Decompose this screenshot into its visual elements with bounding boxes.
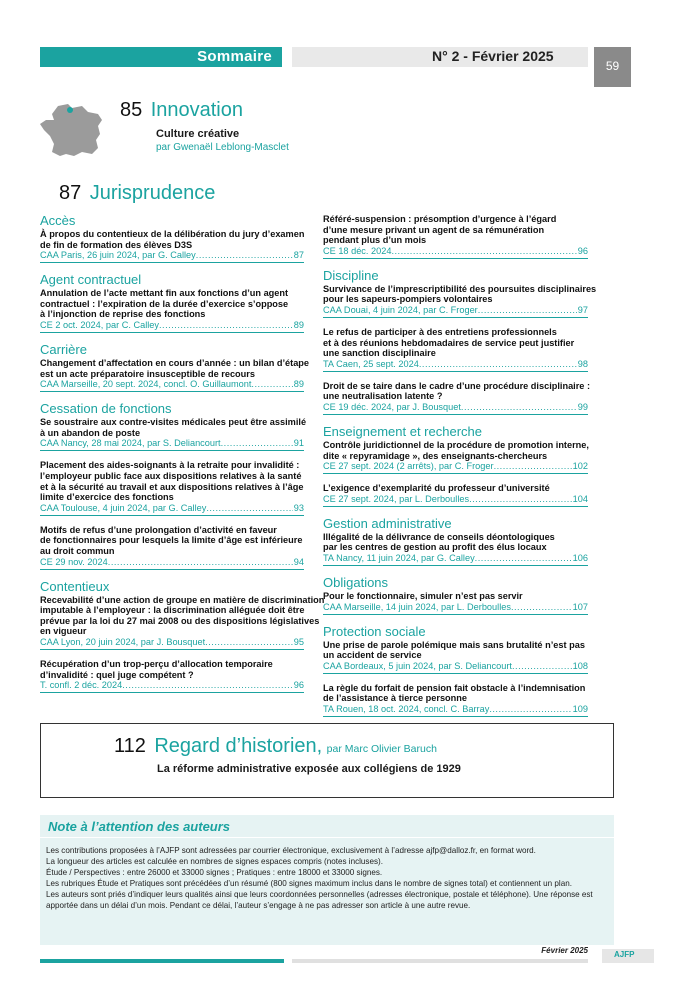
- entry-source: CE 19 déc. 2024, par J. Bousquet: [323, 402, 461, 412]
- entry-title-line: de fin de formation des élèves D3S: [40, 239, 193, 250]
- entry-source: CAA Bordeaux, 5 juin 2024, par S. Deliancourt: [323, 660, 512, 671]
- entry-title-line: de fonctionnaires pour lesquels la limite d’âge est inférieure: [40, 535, 303, 546]
- entry-title: [323, 440, 588, 461]
- entry-source: CE 27 sept. 2024 (2 arrêts), par C. Froger: [323, 461, 494, 472]
- note-line: Les contributions proposées à l’AJFP sont adressées par courrier électronique, exclusivement à l’adresse ajfp@dalloz.fr, en format word.: [46, 846, 536, 855]
- jurisprudence-page: 87: [59, 182, 82, 204]
- entry-source: CE 2 oct. 2024, par C. Calley: [40, 320, 159, 330]
- jurisprudence-heading: [59, 182, 215, 205]
- entry-source: CAA Toulouse, 4 juin 2024, par G. Calley: [40, 502, 207, 513]
- innovation-title: Innovation: [150, 99, 243, 121]
- entry-source: CAA Nancy, 28 mai 2024, par S. Deliancourt: [40, 438, 221, 449]
- note-line: Les auteurs sont priés d’indiquer leurs qualités ainsi que leurs coordonnées personnelles (adresses électronique, postale et téléphone). Une réponse est: [46, 890, 593, 899]
- footer-accent-bar: [40, 959, 284, 963]
- note-line: La longueur des articles est calculée en nombres de signes espaces compris (notes incluses).: [46, 857, 383, 866]
- regard-title: Regard d’historien,: [154, 735, 323, 757]
- entry-title-line: pour les sapeurs-pompiers volontaires: [323, 294, 493, 305]
- leader-dots: [108, 557, 293, 568]
- entry-source-link[interactable]: [40, 503, 304, 516]
- entry-title-line: pendant plus d’un mois: [323, 235, 427, 246]
- entry-page: 95: [293, 637, 304, 647]
- entry-source: CAA Douai, 4 juin 2024, par C. Froger: [323, 305, 478, 315]
- entry-title-line: Placement des aides-soignants à la retraite pour invalidité :: [40, 460, 300, 471]
- entry-title-line: limite d’exercice des fonctions: [40, 492, 174, 503]
- regard-page: 112: [114, 735, 146, 757]
- issue-banner: [292, 47, 588, 67]
- leader-dots: [475, 553, 572, 564]
- entry-title: [323, 214, 588, 246]
- leader-dots: [159, 320, 293, 331]
- leader-dots: [251, 379, 292, 390]
- note-line: Les rubriques Étude et Pratiques sont précédées d’un résumé (800 signes maximum inclus dans le nombre de signes total) et contiennent un plan.: [46, 879, 572, 888]
- leader-dots: [469, 494, 572, 505]
- entry-page: 87: [293, 250, 304, 261]
- entry-source: CAA Marseille, 20 sept. 2024, concl. O. Guillaumont: [40, 379, 252, 390]
- entry-source: TA Nancy, 11 juin 2024, par G. Calley: [323, 553, 475, 563]
- entry-title: [323, 380, 591, 402]
- entry-title: [323, 327, 588, 359]
- entry-title-line: Droit de se taire dans le cadre d’une procédure disciplinaire :: [323, 380, 591, 391]
- footer-date: Février 2025: [541, 946, 588, 955]
- entry-source: TA Caen, 25 sept. 2024: [323, 358, 419, 369]
- leader-dots: [511, 602, 572, 613]
- leader-dots: [206, 503, 292, 514]
- entry-title-line: une neutralisation latente ?: [323, 391, 443, 402]
- entry-title-line: Illégalité de la délivrance de conseils déontologiques: [323, 531, 555, 542]
- entry-title-line: en vigueur: [40, 626, 87, 637]
- entry-page: 96: [577, 245, 588, 256]
- innovation-page: 85: [120, 99, 143, 121]
- entry-page: 89: [293, 320, 304, 330]
- entry-source-link[interactable]: [323, 402, 588, 415]
- section-heading: Cessation de fonctions: [40, 401, 172, 417]
- innovation-subtitle: Culture créative: [156, 128, 240, 140]
- entry-page: 106: [572, 553, 588, 563]
- entry-title-line: contractuel : l’expiration de la durée d’exercice s’oppose: [40, 298, 289, 309]
- entry-title-line: L’exigence d’exemplarité du professeur d’université: [323, 483, 550, 494]
- leader-dots: [461, 402, 577, 413]
- entry-page: 108: [572, 660, 588, 671]
- entry-page: 89: [293, 379, 304, 390]
- footer-grey-bar: [292, 959, 588, 963]
- section-heading: Gestion administrative: [323, 515, 452, 531]
- entry-source-link[interactable]: [40, 637, 304, 650]
- entry-page: 96: [293, 680, 304, 691]
- entry-title-line: est un acte préparatoire insusceptible de recours: [40, 368, 255, 379]
- entry-title: [323, 591, 588, 602]
- entry-title-line: de l’assistance à tierce personne: [323, 693, 468, 704]
- regard-box: [40, 723, 614, 798]
- leader-dots: [196, 250, 293, 261]
- entry-title-line: Survivance de l’imprescriptibilité des poursuites disciplinaires: [323, 283, 597, 294]
- issue-label: N° 2 - Février 2025: [432, 48, 554, 64]
- section-heading: Protection sociale: [323, 623, 426, 639]
- regard-subtitle: La réforme administrative exposée aux collégiens de 1929: [157, 763, 461, 775]
- entry-page: 98: [577, 358, 588, 369]
- regard-author: par Marc Olivier Baruch: [326, 743, 437, 755]
- section-heading: Discipline: [323, 267, 379, 283]
- entry-source: CE 27 sept. 2024, par L. Derboulles: [323, 493, 470, 504]
- entry-title: [40, 594, 325, 637]
- entry-title-line: un accident de service: [323, 650, 422, 661]
- regard-heading: [114, 735, 437, 758]
- entry-title-line: Annulation de l’acte mettant fin aux fonctions d’un agent: [40, 288, 289, 299]
- footer-journal-label: AJFP: [614, 950, 635, 959]
- entry-title: [40, 460, 304, 502]
- entry-source-link[interactable]: [40, 379, 304, 392]
- entry-source-link[interactable]: [323, 704, 588, 717]
- entry-title-line: À propos du contentieux de la délibération du jury d’examen: [40, 229, 305, 239]
- entry-title-line: Référé-suspension : présomption d’urgence à l’égard: [323, 214, 557, 224]
- entry-source-link[interactable]: [323, 553, 588, 566]
- entry-title-line: à l’injonction de reprise des fonctions: [40, 309, 206, 320]
- entry-source-link[interactable]: [323, 246, 588, 259]
- leader-dots: [419, 359, 577, 370]
- section-heading: Agent contractuel: [40, 272, 142, 288]
- entry-title: [40, 659, 304, 680]
- author-note: [40, 815, 614, 945]
- entry-title-line: d’une mesure privant un agent de sa rémunération: [323, 224, 545, 235]
- entry-source-link[interactable]: [323, 305, 588, 318]
- entry-source-link[interactable]: [40, 250, 304, 263]
- entry-page: 93: [293, 502, 304, 513]
- leader-dots: [391, 246, 576, 257]
- entry-title-line: et à la sécurité au travail et aux dispositions relatives à l’âge: [40, 481, 304, 492]
- entry-title-line: Recevabilité d’une action de groupe en matière de discrimination: [40, 594, 325, 605]
- entry-source-link[interactable]: [323, 359, 588, 372]
- entry-title: [40, 358, 310, 379]
- entry-title-line: Pour le fonctionnaire, simuler n’est pas servir: [323, 591, 523, 601]
- entry-title: [40, 417, 307, 438]
- entry-page: 107: [572, 601, 588, 612]
- footer-journal: [602, 949, 654, 963]
- entry-title-line: prévue par la loi du 27 mai 2008 ou des dispositions législatives: [40, 615, 320, 626]
- entry-title-line: La règle du forfait de pension fait obstacle à l’indemnisation: [323, 682, 586, 693]
- section-heading: Enseignement et recherche: [323, 424, 482, 439]
- entry-title: [323, 532, 588, 553]
- entry-page: 91: [293, 438, 304, 449]
- entry-title-line: Récupération d’un trop-perçu d’allocation temporaire: [40, 659, 273, 669]
- entry-title-line: au droit commun: [40, 545, 115, 556]
- innovation-author: par Gwenaël Leblong-Masclet: [156, 142, 289, 153]
- entry-page: 102: [572, 461, 588, 472]
- entry-page: 94: [293, 556, 304, 567]
- page-number: 59: [594, 47, 631, 87]
- entry-source-link[interactable]: [323, 461, 588, 474]
- leader-dots: [494, 461, 572, 472]
- entry-source-link[interactable]: [40, 557, 304, 570]
- entry-title: [323, 640, 588, 661]
- leader-dots: [221, 438, 293, 449]
- entry-title: [40, 229, 304, 250]
- section-title: Sommaire: [197, 48, 272, 65]
- entry-title-line: par les centres de gestion au profit des élus locaux: [323, 542, 547, 553]
- entry-title-line: dite « repyramidage », des enseignants-chercheurs: [323, 450, 548, 461]
- entry-title-line: imputable à l’employeur : la discrimination alléguée doit être: [40, 605, 305, 616]
- entry-title-line: à un abandon de poste: [40, 427, 141, 438]
- entry-title-line: Se soustraire aux contre-visites médicales peut être assimilé: [40, 417, 307, 428]
- france-map-icon: [38, 100, 110, 162]
- entry-title: [40, 288, 304, 320]
- section-heading: Carrière: [40, 342, 87, 357]
- section-heading: Obligations: [323, 575, 389, 590]
- entry-source-link[interactable]: [40, 320, 304, 333]
- entry-source-link[interactable]: [323, 602, 588, 615]
- section-heading: Accès: [40, 213, 76, 228]
- jurisprudence-title: Jurisprudence: [89, 182, 216, 204]
- entry-page: 99: [577, 402, 588, 412]
- entry-page: 109: [572, 704, 588, 714]
- entry-title-line: d’invalidité : quel juge compétent ?: [40, 669, 194, 680]
- entry-title-line: et à des réunions hebdomadaires de service peut justifier: [323, 337, 575, 348]
- entry-source-link[interactable]: [323, 494, 588, 507]
- entry-title: [323, 683, 588, 704]
- innovation-heading: [120, 99, 243, 122]
- entry-source-link[interactable]: [323, 661, 588, 674]
- entry-source: TA Rouen, 18 oct. 2024, concl. C. Barray: [323, 704, 490, 714]
- entry-title-line: Motifs de refus d’une prolongation d’activité en faveur: [40, 524, 277, 535]
- leader-dots: [512, 661, 572, 672]
- entry-title-line: Le refus de participer à des entretiens professionnels: [323, 327, 557, 337]
- entry-source: T. confl. 2 déc. 2024: [40, 680, 123, 691]
- entry-source-link[interactable]: [40, 438, 304, 451]
- entry-title-line: Changement d’affectation en cours d’année : un bilan d’étape: [40, 358, 310, 368]
- entry-source: CE 18 déc. 2024: [323, 245, 392, 256]
- leader-dots: [478, 305, 577, 316]
- leader-dots: [489, 704, 571, 715]
- note-line: Étude / Perspectives : entre 26000 et 33000 signes ; Pratiques : entre 18000 et 33000 signes.: [46, 868, 383, 877]
- entry-title-line: Une prise de parole polémique mais sans brutalité n’est pas: [323, 639, 585, 650]
- entry-source: CAA Lyon, 20 juin 2024, par J. Bousquet: [40, 637, 206, 647]
- section-heading: Contentieux: [40, 578, 110, 594]
- entry-title-line: une sanction disciplinaire: [323, 348, 436, 359]
- section-banner: [40, 47, 282, 67]
- entry-source: CE 29 nov. 2024: [40, 556, 108, 567]
- leader-dots: [205, 637, 293, 648]
- leader-dots: [122, 680, 293, 691]
- entry-title: [323, 283, 597, 305]
- entry-title-line: l’employeur public face aux dispositions relatives à la santé: [40, 470, 302, 481]
- entry-source: CAA Paris, 26 juin 2024, par G. Calley: [40, 250, 196, 261]
- entry-page: 97: [577, 305, 588, 315]
- note-title: Note à l’attention des auteurs: [48, 819, 231, 834]
- entry-title: [323, 483, 588, 494]
- entry-page: 104: [572, 493, 588, 504]
- entry-title-line: Contrôle juridictionnel de la procédure de promotion interne,: [323, 440, 589, 450]
- note-line: apportée dans un délai d’un mois. Pendant ce délai, l’auteur s’engage à ne pas adresser son article à une autre revue.: [46, 901, 471, 910]
- entry-source: CAA Marseille, 14 juin 2024, par L. Derboulles: [323, 601, 511, 612]
- entry-source-link[interactable]: [40, 680, 304, 693]
- entry-title: [40, 525, 304, 557]
